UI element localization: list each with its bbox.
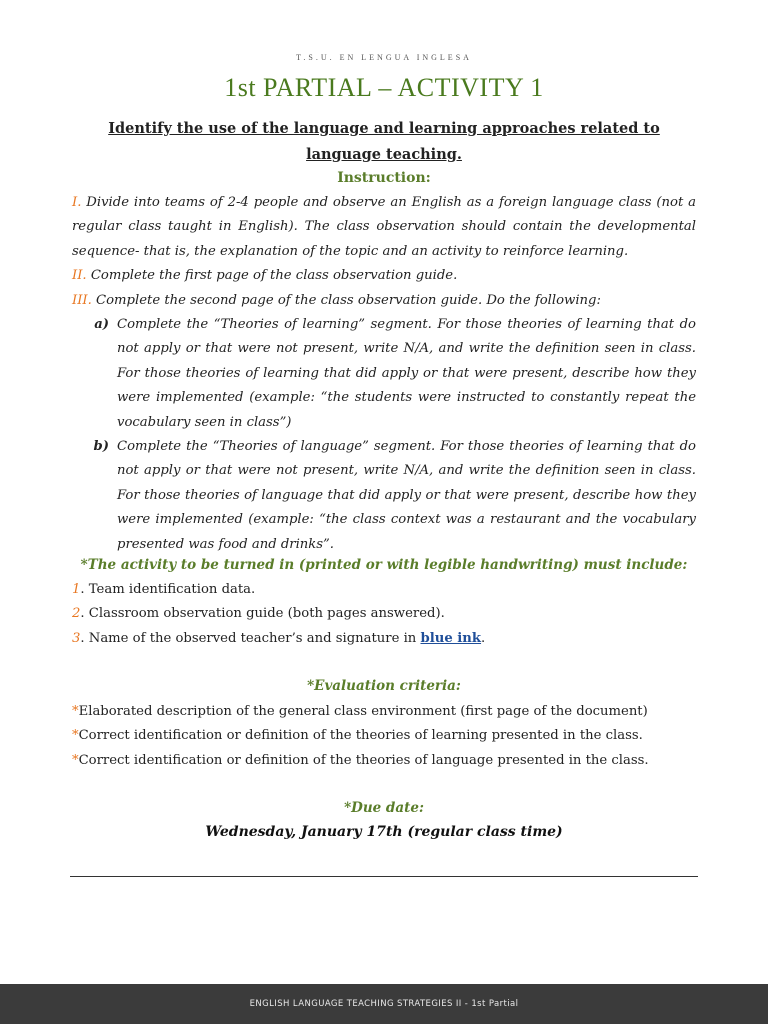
asterisk-icon: * (72, 704, 79, 719)
footer-bar (0, 984, 768, 1024)
instruction-text: Complete the first page of the class observation guide. (86, 268, 458, 284)
subitem-text: Complete the “Theories of language” segment. For those theories of learning that do not apply or that were not present, write N/A, and write the definition seen in class. For those theories of language that did apply or that were present, describe how they were implemented (example: “the class context was a restaurant and the vocabulary presented was food and drinks”. (117, 439, 696, 552)
header-tag: T.S.U. EN LENGUA INGLESA (296, 53, 472, 62)
instruction-text: Divide into teams of 2-4 people and observe an English as a foreign language class (not a regular class taught in English). The class observation should contain the developmental sequence- that is, the explanation of the topic and an activity to reinforce learning. (72, 195, 696, 259)
evaluation-list (72, 700, 696, 773)
criteria-text: Correct identification or definition of the theories of learning presented in the class. (78, 728, 643, 744)
criteria-item (72, 724, 696, 748)
due-date: Wednesday, January 17th (regular class time) (205, 824, 563, 840)
instruction-subitem (72, 313, 696, 435)
instruction-number: III. (72, 292, 92, 308)
instruction-text: Complete the second page of the class observation guide. Do the following: (91, 292, 601, 308)
footer-text: ENGLISH LANGUAGE TEACHING STRATEGIES II - 1st Partial (249, 999, 519, 1009)
deliverables-list (72, 578, 696, 651)
instruction-heading: Instruction: (337, 170, 431, 186)
subitem-label: b) (93, 439, 109, 455)
instruction-number: II. (72, 268, 87, 284)
list-text: . Team identification data. (80, 582, 256, 597)
list-text: . Classroom observation guide (both pages answered). (80, 606, 445, 622)
list-item (72, 602, 696, 626)
blue-ink-link[interactable]: blue ink (420, 630, 482, 646)
instruction-subitem (72, 435, 696, 557)
page-subtitle: Identify the use of the language and learning approaches related to language teaching. (108, 120, 660, 163)
due-date-heading: *Due date: (344, 800, 424, 816)
list-text-end: . (481, 630, 486, 646)
list-item (72, 627, 696, 651)
list-number: 3 (72, 630, 81, 646)
divider (70, 876, 698, 877)
criteria-item (72, 700, 696, 724)
criteria-text: Correct identification or definition of the theories of language presented in the class. (78, 752, 649, 768)
list-number: 1 (72, 582, 81, 597)
subitem-text: Complete the “Theories of learning” segment. For those theories of learning that do not apply or that were not present, write N/A, and write the definition seen in class. For those theories of learning that did apply or that were present, describe how they were implemented (example: “the students were instructed to constantly repeat the vocabulary seen in class”) (117, 317, 696, 430)
list-text: . Name of the observed teacher’s and signature in (80, 630, 421, 646)
page-title: 1st PARTIAL – ACTIVITY 1 (224, 73, 544, 102)
instruction-number: I. (72, 195, 82, 210)
list-number: 2 (72, 606, 81, 622)
criteria-item (72, 749, 696, 773)
deliverables-heading: *The activity to be turned in (printed or with legible handwriting) must include: (80, 557, 688, 573)
subitem-label: a) (94, 317, 109, 333)
asterisk-icon: * (72, 728, 79, 744)
asterisk-icon: * (72, 752, 79, 768)
instruction-body (72, 191, 696, 557)
evaluation-heading: *Evaluation criteria: (307, 678, 461, 694)
criteria-text: Elaborated description of the general class environment (first page of the document) (78, 704, 648, 719)
instruction-item (72, 191, 696, 264)
list-item (72, 578, 696, 602)
instruction-item (72, 289, 696, 313)
instruction-item (72, 264, 696, 288)
